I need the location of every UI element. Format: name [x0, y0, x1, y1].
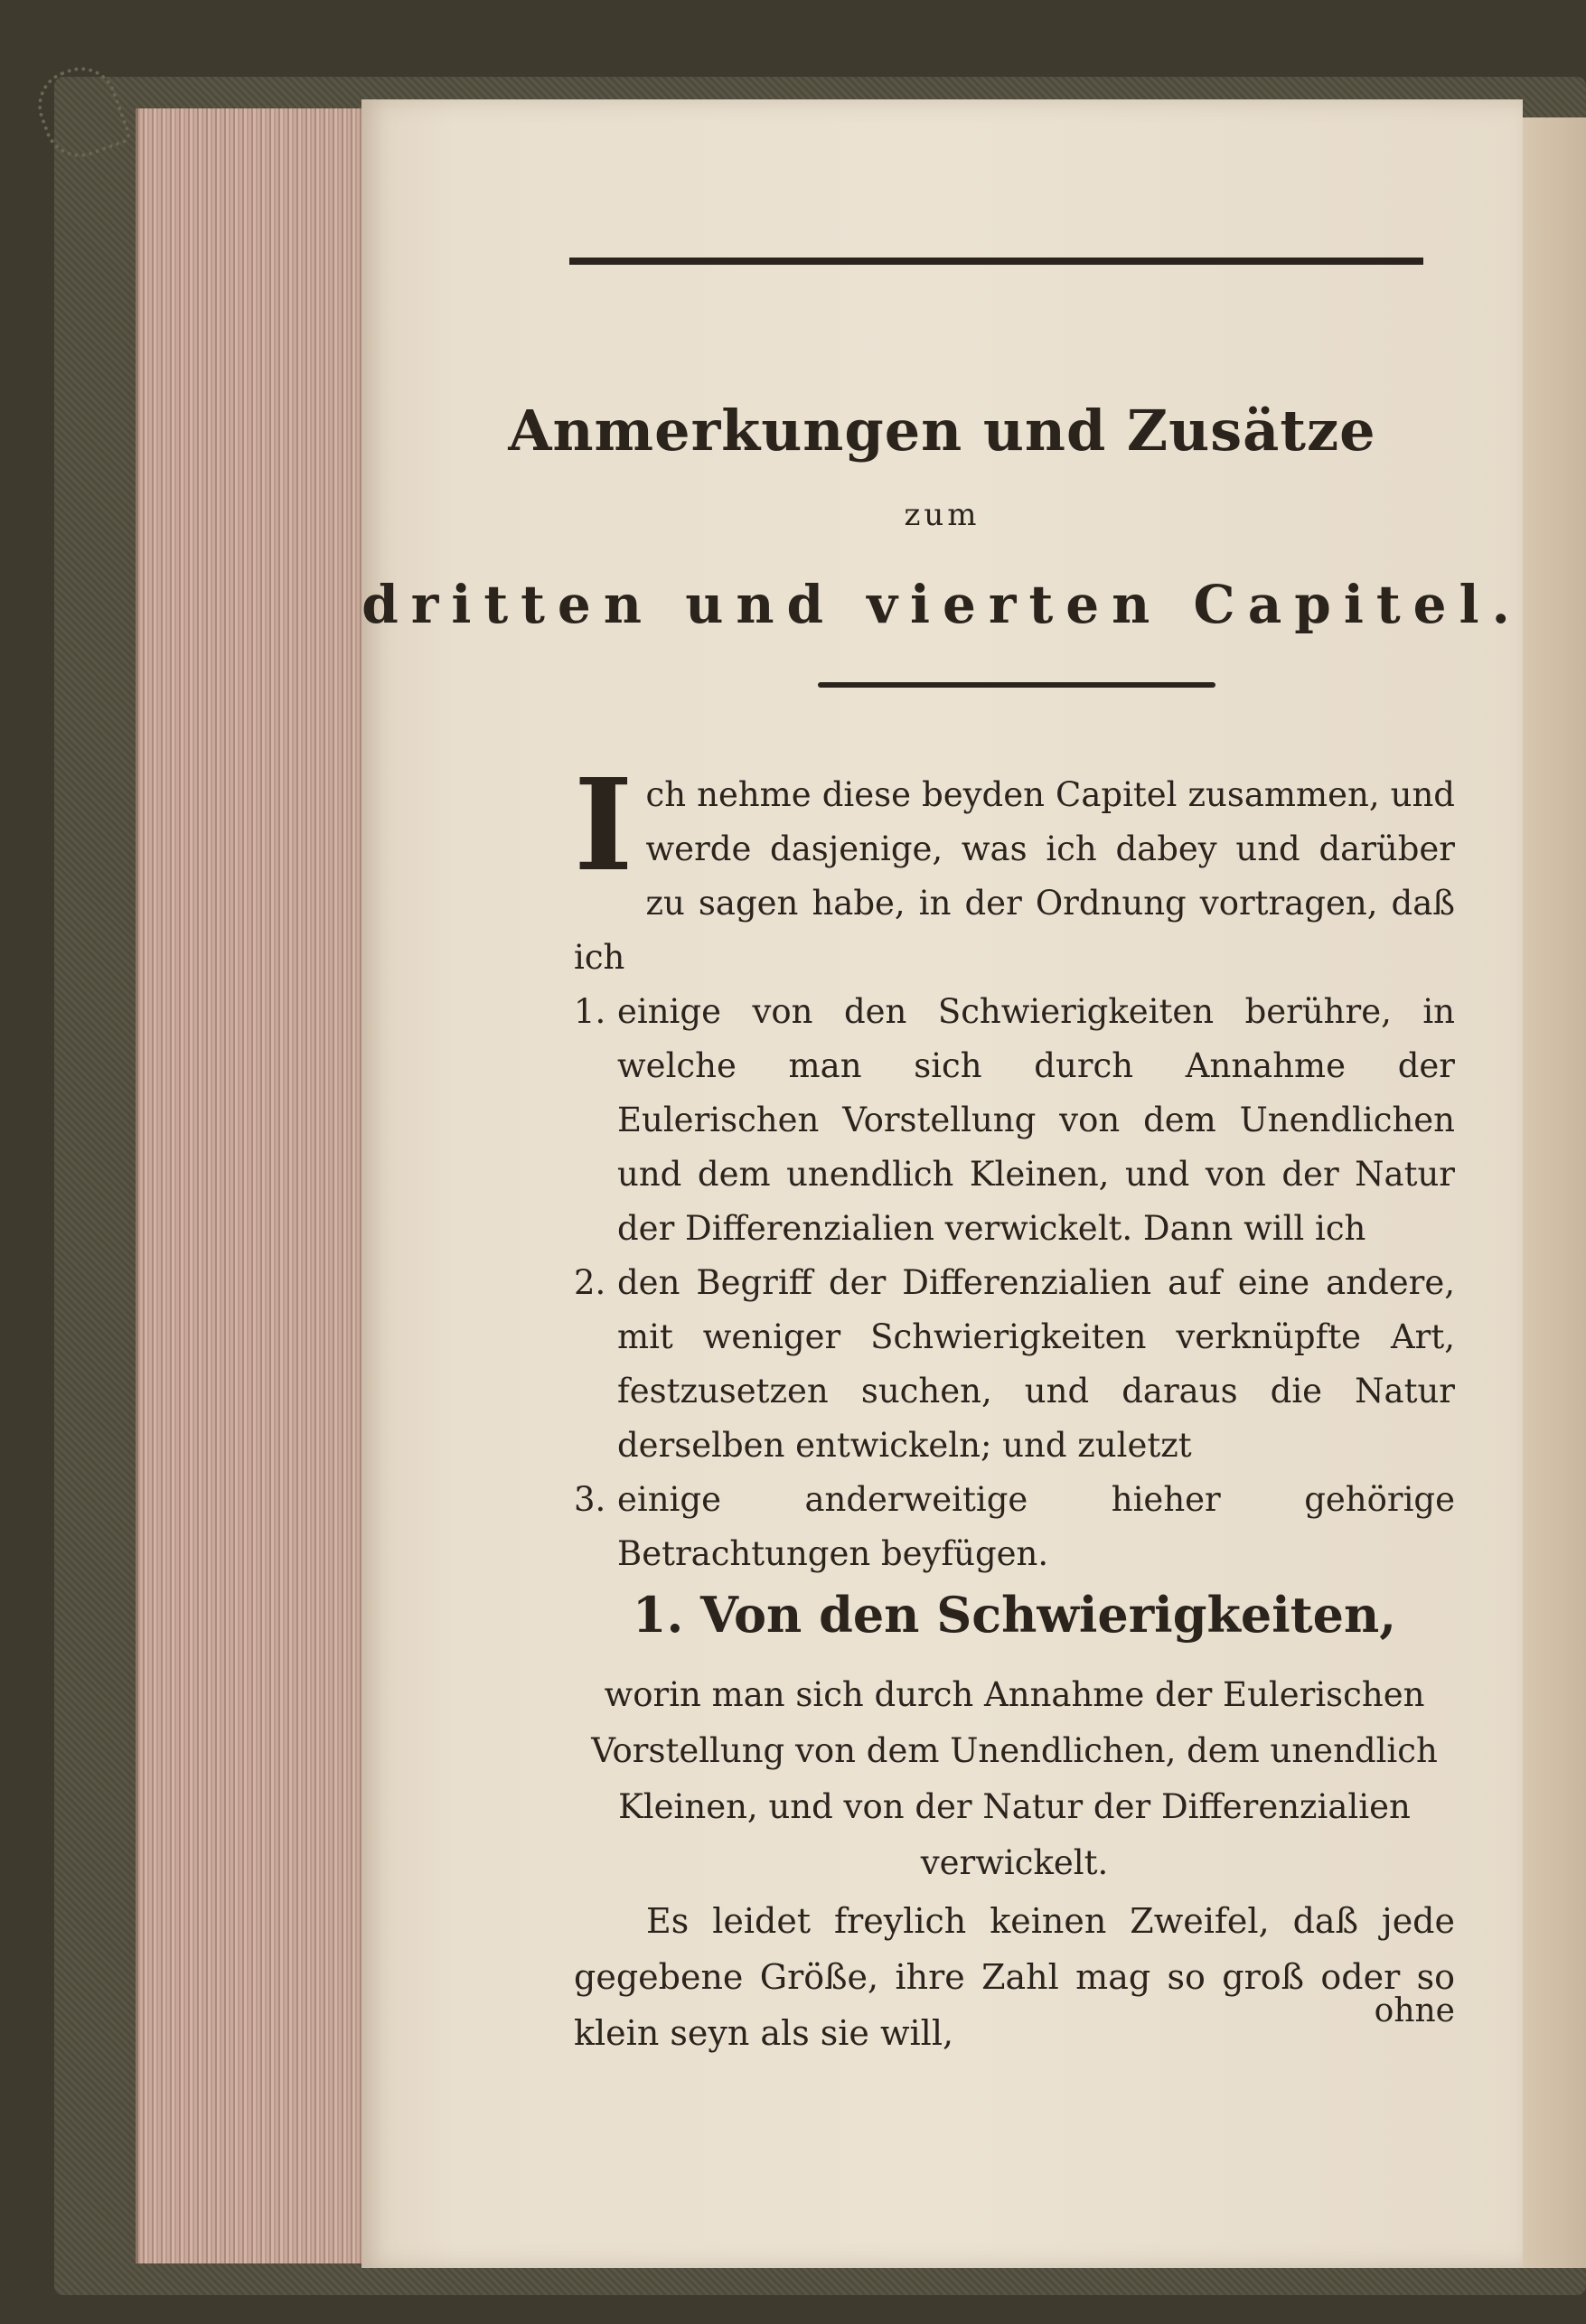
- list-number: 1.: [574, 992, 606, 1031]
- drop-initial: I: [574, 752, 633, 900]
- intro-text: ch nehme diese beyden Capitel zusammen, und werde dasjenige, was ich dabey und darüber zu sagen habe, in der Ordnung vortragen, daß ich: [574, 775, 1455, 977]
- body-text: [574, 752, 1455, 1581]
- catchword: ohne: [1374, 1992, 1455, 2029]
- page-subtitle: zum: [904, 497, 981, 533]
- list-item: [574, 1256, 1455, 1473]
- book-page: [361, 99, 1523, 2268]
- list-text: einige anderweitige hieher gehörige Betrachtungen beyfügen.: [617, 1480, 1455, 1573]
- section-title: 1. Von den Schwierigkeiten,: [632, 1586, 1397, 1644]
- list-number: 2.: [574, 1263, 606, 1302]
- chapter-heading: dritten und vierten Capitel.: [361, 574, 1523, 635]
- list-item: [574, 985, 1455, 1256]
- ornament-rule: [818, 682, 1215, 688]
- intro-paragraph: [574, 752, 1455, 985]
- section-description: worin man sich durch Annahme der Eulerischen Vorstellung von dem Unendlichen, dem unendlich Kleinen, und von der Natur der Differenzialien verwickelt.: [591, 1675, 1438, 1882]
- top-rule: [569, 258, 1423, 265]
- list-item: [574, 1473, 1455, 1581]
- page-edges-right: [1521, 117, 1586, 2268]
- list-text: einige von den Schwierigkeiten berühre, in welche man sich durch Annahme der Eulerischen Vorstellung von dem Unendlichen und dem unendlich Kleinen, und von der Natur der Differenzialien verwickelt. Dann will ich: [617, 992, 1455, 1248]
- page-title: Anmerkungen und Zusätze: [508, 398, 1376, 464]
- final-paragraph: Es leidet freylich keinen Zweifel, daß jede gegebene Größe, ihre Zahl mag so groß oder so klein seyn als sie will,: [574, 1901, 1455, 2053]
- page-edges-left: [136, 108, 373, 2263]
- list-text: den Begriff der Differenzialien auf eine andere, mit weniger Schwierigkeiten verknüpfte Art, festzusetzen suchen, und daraus die Natur derselben entwickeln; und zuletzt: [617, 1263, 1455, 1465]
- list-number: 3.: [574, 1480, 606, 1519]
